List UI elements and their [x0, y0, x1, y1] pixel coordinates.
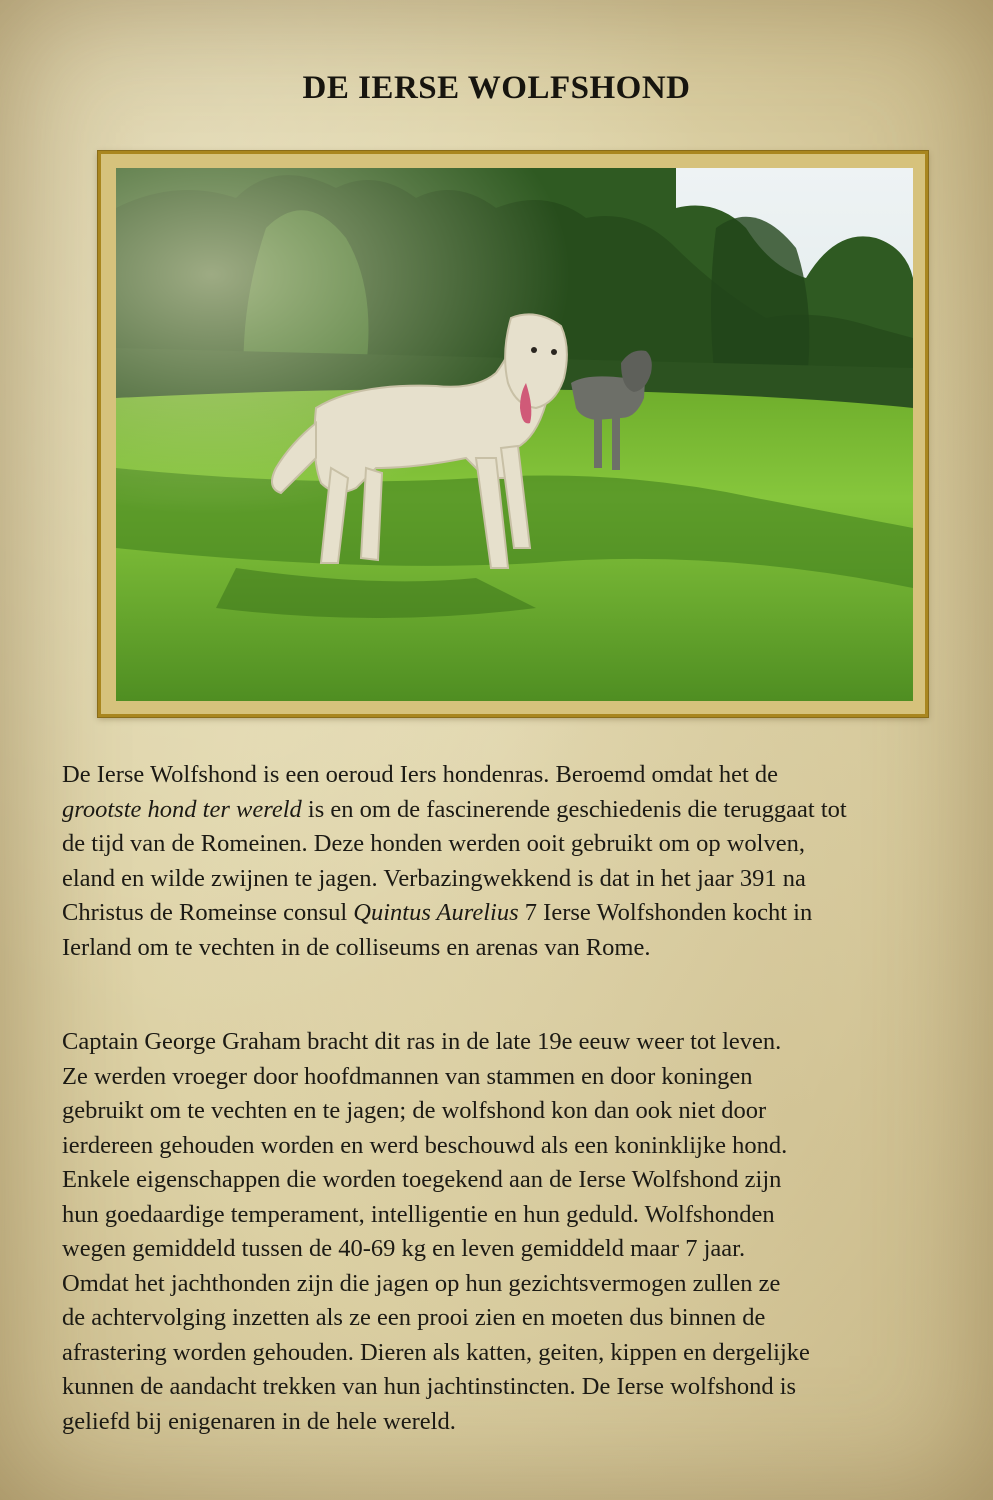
text-segment: Ze werden vroeger door hoofdmannen van stammen en door koningen — [62, 1062, 753, 1090]
text-line — [62, 1163, 942, 1198]
text-segment: de achtervolging inzetten als ze een prooi zien en moeten dus binnen de — [62, 1304, 766, 1331]
text-line — [62, 1336, 942, 1371]
text-segment: gebruikt om te vechten en te jagen; de wolfshond kon dan ook niet door — [62, 1097, 767, 1124]
text-line — [62, 1198, 942, 1233]
text-segment: afrastering worden gehouden. Dieren als katten, geiten, kippen en dergelijke — [62, 1338, 810, 1366]
italic-phrase: grootste hond ter wereld — [62, 795, 302, 823]
photo-frame — [98, 151, 928, 717]
text-segment: is en om de fascinerende geschiedenis die teruggaat tot — [301, 795, 847, 823]
italic-phrase: Quintus Aurelius — [353, 899, 519, 926]
text-segment: kunnen de aandacht trekken van hun jachtinstincten. De Ierse wolfshond is — [62, 1373, 797, 1400]
text-segment: wegen gemiddeld tussen de 40-69 kg en leven gemiddeld maar 7 jaar. — [62, 1235, 746, 1262]
text-segment: hun goedaardige temperament, intelligentie en hun geduld. Wolfshonden — [62, 1200, 775, 1228]
text-segment: de tijd van de Romeinen. Deze honden werden ooit gebruikt om op wolven, — [62, 830, 805, 857]
text-line — [62, 1025, 942, 1060]
text-line — [62, 1232, 942, 1267]
text-line — [62, 1370, 942, 1405]
text-line — [62, 1094, 942, 1129]
page-title: DE IERSE WOLFSHOND — [302, 70, 691, 106]
text-segment: Ierland om te vechten in de colliseums en arenas van Rome. — [62, 933, 651, 961]
text-line — [62, 1301, 942, 1336]
wolfhound-photo — [116, 168, 913, 701]
text-line — [62, 1129, 942, 1164]
text-line — [62, 1267, 942, 1302]
text-segment: Omdat het jachthonden zijn die jagen op hun gezichtsvermogen zullen ze — [62, 1269, 781, 1297]
text-segment: Christus de Romeinse consul — [62, 899, 354, 926]
text-segment: Enkele eigenschappen die worden toegekend aan de Ierse Wolfshond zijn — [62, 1166, 782, 1193]
text-line — [62, 758, 942, 793]
text-line — [62, 793, 942, 828]
text-segment: ierdereen gehouden worden en werd beschouwd als een koninklijke hond. — [62, 1131, 788, 1159]
text-segment: 7 Ierse Wolfshonden kocht in — [518, 899, 813, 926]
text-line — [62, 896, 942, 931]
text-line — [62, 1405, 942, 1440]
paragraph-characteristics — [62, 1025, 942, 1439]
paragraph-history — [62, 758, 942, 965]
text-line — [62, 931, 942, 966]
text-line — [62, 1060, 942, 1095]
text-segment: geliefd bij enigenaren in de hele wereld. — [62, 1407, 456, 1435]
text-line — [62, 827, 942, 862]
text-segment: Captain George Graham bracht dit ras in de late 19e eeuw weer tot leven. — [62, 1028, 782, 1055]
text-segment: eland en wilde zwijnen te jagen. Verbazingwekkend is dat in het jaar 391 na — [62, 864, 806, 892]
text-line — [62, 862, 942, 897]
text-segment: De Ierse Wolfshond is een oeroud Iers hondenras. Beroemd omdat het de — [62, 761, 779, 788]
